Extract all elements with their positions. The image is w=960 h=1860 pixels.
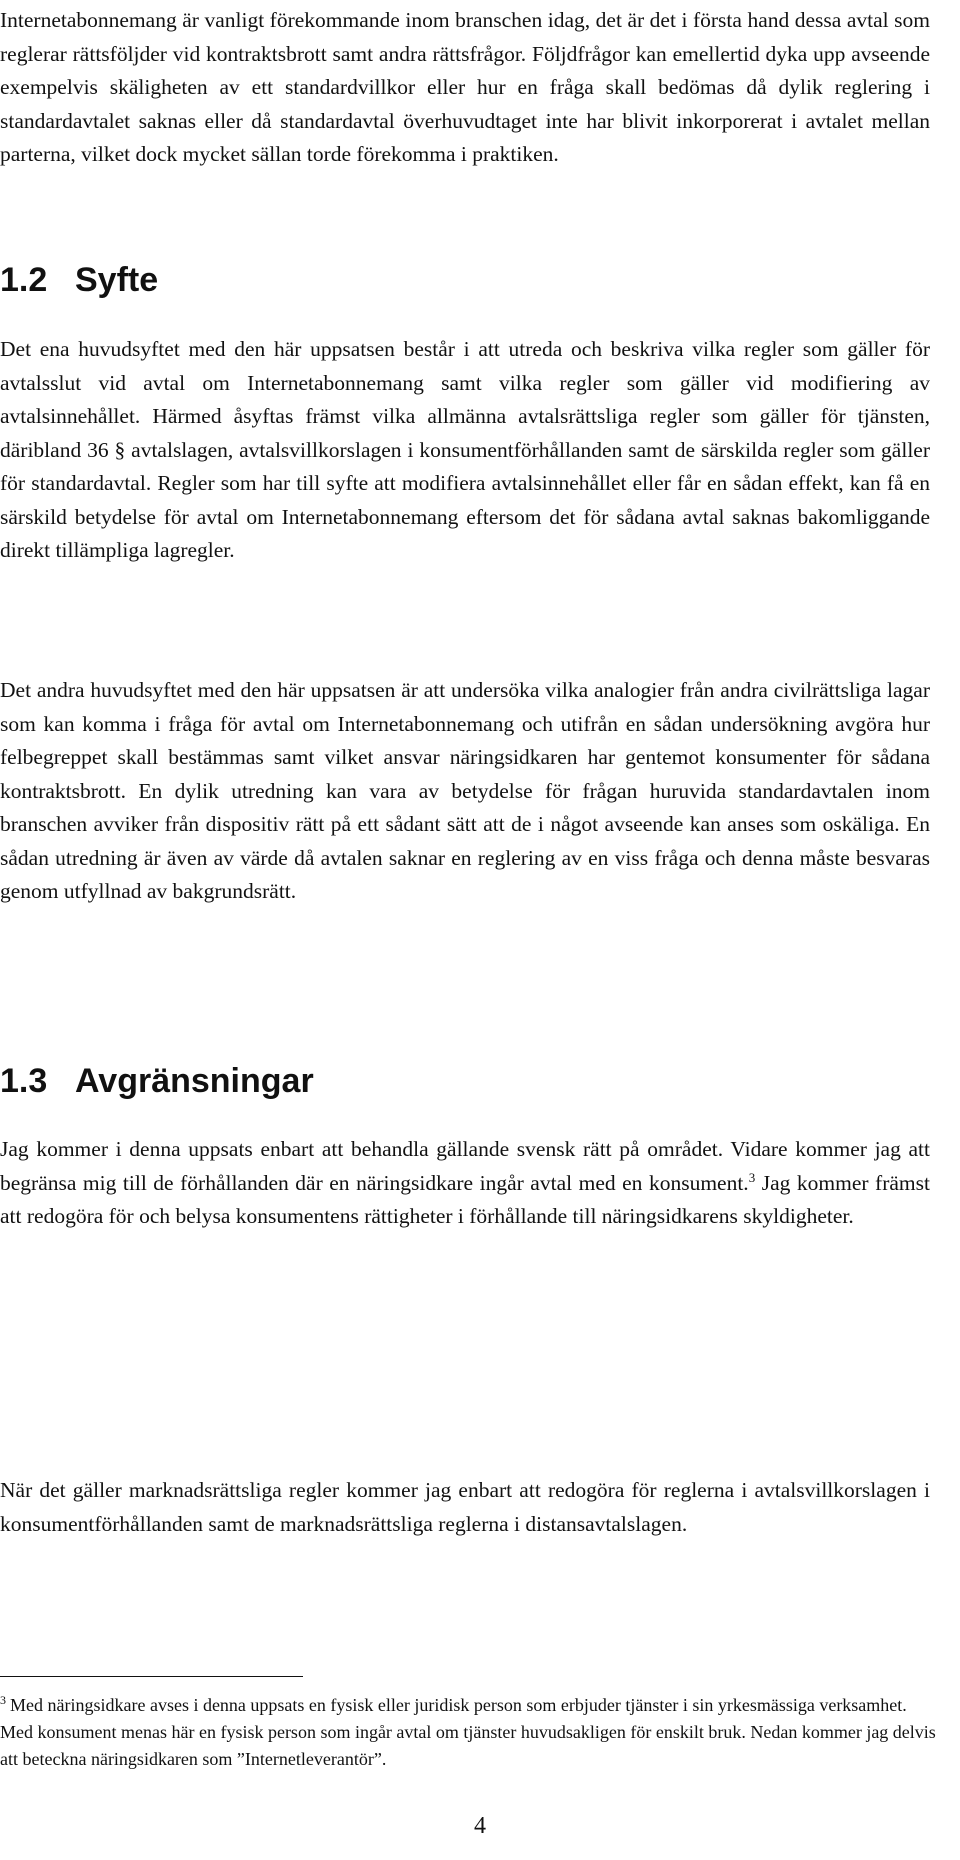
section-title: Avgränsningar bbox=[75, 1062, 314, 1100]
section-heading-syfte bbox=[0, 260, 158, 300]
footnote-number: 3 bbox=[0, 1693, 6, 1707]
avgransningar-paragraph-2: När det gäller marknadsrättsliga regler kommer jag enbart att redogöra för reglerna i avtalsvillkorslagen i konsumentförhållanden samt de marknadsrättsliga reglerna i distansavtalslagen. bbox=[0, 1478, 930, 1536]
syfte-paragraph-2: Det andra huvudsyftet med den här uppsatsen är att undersöka vilka analogier från andra civilrättsliga lagar som kan komma i fråga för avtal om Internetabonnemang och utifrån en sådan undersökning avgöra hur felbegreppet skall bestämmas samt vilket ansvar näringsidkaren har gentemot konsumenter för sådana kontraktsbrott. En dylik utredning kan vara av betydelse för frågan huruvida standardavtalen inom branschen avviker från dispositiv rätt på ett sådant sätt att de i något avseende kan anses som oskäliga. En sådan utredning är även av värde då avtalen saknar en reglering av en viss fråga och denna måste besvaras genom utfyllnad av bakgrundsrätt. bbox=[0, 678, 930, 903]
page-number: 4 bbox=[474, 1813, 486, 1839]
footnote bbox=[0, 1692, 940, 1773]
footnote-text: Med näringsidkare avses i denna uppsats en fysisk eller juridisk person som erbjuder tjänster i sin yrkesmässiga verksamhet. Med konsument menas här en fysisk person som ingår avtal om tjänster huvudsakligen för enskilt bruk. Nedan kommer jag delvis att beteckna näringsidkaren som ”Internetleverantör”. bbox=[0, 1695, 936, 1769]
section-heading-avgransningar bbox=[0, 1061, 314, 1101]
footnote-reference[interactable]: 3 bbox=[748, 1169, 756, 1185]
syfte-paragraph-1: Det ena huvudsyftet med den här uppsatsen består i att utreda och beskriva vilka regler som gäller för avtalsslut vid avtal om Internetabonnemang samt vilka regler som gäller vid modifiering av avtalsinnehållet. Härmed åsyftas främst vilka allmänna avtalsrättsliga regler som gäller för tjänsten, däribland 36 § avtalslagen, avtalsvillkorslagen i konsumentförhållanden samt de särskilda regler som gäller för standardavtal. Regler som har till syfte att modifiera avtalsinnehållet eller får en sådan effekt, kan få en särskild betydelse för avtal om Internetabonnemang eftersom det för sådana avtal saknas bakomliggande direkt tillämpliga lagregler. bbox=[0, 337, 930, 562]
avgransningar-paragraph-1 bbox=[0, 1133, 930, 1234]
intro-paragraph: Internetabonnemang är vanligt förekommande inom branschen idag, det är det i första hand dessa avtal som reglerar rättsföljder vid kontraktsbrott samt andra rättsfrågor. Följdfrågor kan emellertid dyka upp avseende exempelvis skäligheten av ett standardvillkor eller hur en fråga skall bedömas då dylik reglering i standardavtalet saknas eller då standardavtal överhuvudtaget inte har blivit inkorporerat i avtalet mellan parterna, vilket dock mycket sällan torde förekomma i praktiken. bbox=[0, 8, 930, 166]
paragraph-text: Jag kommer i denna uppsats enbart att behandla gällande svensk rätt på området. Vidare kommer jag att begränsa mig till de förhållanden där en näringsidkare ingår avtal med en konsument. bbox=[0, 1137, 930, 1195]
footnote-separator bbox=[0, 1676, 303, 1677]
section-title: Syfte bbox=[75, 261, 159, 299]
paragraph-text: Jag kommer främst att redogöra för och belysa konsumentens rättigheter i förhållande till näringsidkarens skyldigheter. bbox=[0, 1170, 930, 1228]
section-number: 1.3 bbox=[0, 1062, 48, 1100]
section-number: 1.2 bbox=[0, 261, 48, 299]
